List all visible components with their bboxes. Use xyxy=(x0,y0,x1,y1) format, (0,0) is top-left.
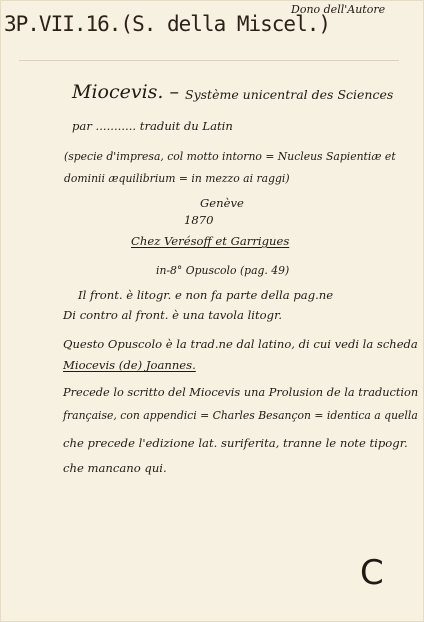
note-line-3: Questo Opuscolo è la trad.ne dal latino, di cui vedi la scheda xyxy=(63,337,418,351)
description-line-1: (specie d'impresa, col motto intorno = Nucleus Sapientiæ et xyxy=(64,150,396,163)
note-line-5: Precede lo scritto del Miocevis una Prolusion de la traduction xyxy=(63,385,419,399)
title-author: Miocevis. – xyxy=(72,81,179,103)
year: 1870 xyxy=(184,213,214,227)
note-line-2: Di contro al front. è una tavola litogr. xyxy=(63,308,283,322)
divider xyxy=(19,60,399,61)
note-line-8: che mancano qui. xyxy=(63,461,167,475)
note-line-7: che precede l'edizione lat. suriferita, tranne le note tipogr. xyxy=(63,436,408,450)
by-line: par ........... traduit du Latin xyxy=(72,119,233,133)
note-line-6: française, con appendici = Charles Besançon = identica a quella xyxy=(63,409,418,422)
place: Genève xyxy=(200,196,244,210)
note-line-1: Il front. è litogr. e non fa parte della pag.ne xyxy=(78,288,334,302)
note-line-4: Miocevis (de) Joannes. xyxy=(63,358,196,372)
corner-mark: C xyxy=(360,553,384,593)
title-rest: Système unicentral des Sciences xyxy=(185,87,394,102)
shelfmark: 3P.VII.16.(S. della Miscel.) xyxy=(4,12,331,36)
description-line-2: dominii æquilibrium = in mezzo ai raggi) xyxy=(64,172,290,185)
publisher: Chez Verésoff et Garrigues xyxy=(131,234,290,248)
format-note: in-8° Opuscolo (pag. 49) xyxy=(156,264,290,277)
donor-note: Dono dell'Autore xyxy=(291,3,386,16)
